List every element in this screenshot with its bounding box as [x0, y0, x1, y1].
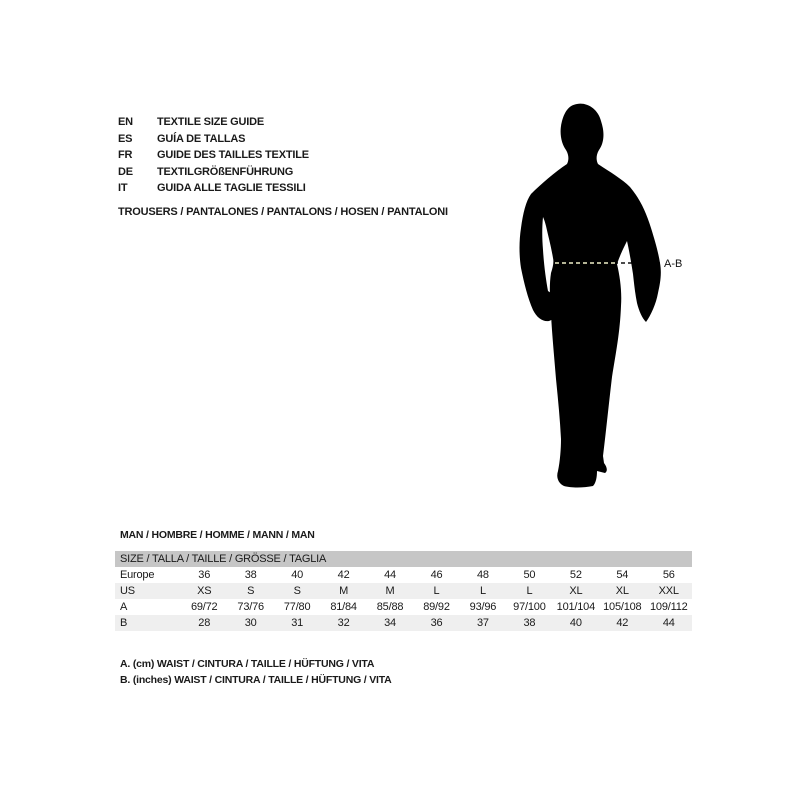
measure-note: A. (cm) WAIST / CINTURA / TAILLE / HÜFTUNG / VITA: [120, 658, 375, 670]
table-cell: 56: [662, 569, 675, 581]
row-label: B: [115, 615, 181, 631]
table-cell: 46: [430, 569, 443, 581]
measure-note: B. (inches) WAIST / CINTURA / TAILLE / HÜFTUNG / VITA: [120, 674, 392, 686]
table-cell: 38: [506, 615, 552, 631]
table-cell: 89/92: [423, 601, 450, 613]
table-cell: 109/112: [649, 601, 688, 613]
table-cell: L: [413, 583, 459, 599]
table-row: [115, 583, 692, 599]
table-cell: 37: [460, 615, 506, 631]
table-header-row: [115, 551, 692, 567]
table-cell: XL: [553, 583, 599, 599]
language-label: GUIDA ALLE TAGLIE TESSILI: [157, 182, 306, 194]
table-cell: M: [320, 583, 366, 599]
table-row: [115, 615, 692, 631]
measure-notes: [120, 656, 392, 688]
table-cell: 97/100: [513, 601, 546, 613]
language-row: [118, 164, 309, 181]
table-cell: 69/72: [190, 601, 218, 613]
size-table: [115, 551, 692, 631]
table-cell: 40: [553, 615, 599, 631]
table-cell: 32: [320, 615, 366, 631]
table-cell: 85/88: [376, 601, 404, 613]
man-silhouette: [520, 104, 661, 488]
table-cell: 38: [244, 569, 257, 581]
language-row: [118, 114, 309, 131]
table-cell: L: [506, 583, 552, 599]
table-cell: 31: [274, 615, 320, 631]
language-code: IT: [118, 182, 128, 194]
language-label: GUIDE DES TAILLES TEXTILE: [157, 149, 309, 161]
table-cell: L: [460, 583, 506, 599]
table-cell: 81/84: [330, 601, 357, 613]
table-cell: 34: [367, 615, 413, 631]
table-cell: XS: [181, 583, 227, 599]
language-label: TEXTILGRÖßENFÜHRUNG: [157, 165, 294, 178]
language-code: DE: [118, 165, 133, 178]
table-cell: 42: [599, 615, 645, 631]
table-cell: M: [367, 583, 413, 599]
table-cell: 50: [523, 569, 536, 581]
table-cell: 105/108: [603, 601, 642, 613]
table-cell: 48: [477, 569, 489, 581]
table-cell: 36: [413, 615, 459, 631]
table-cell: S: [227, 583, 273, 599]
gender-title: MAN / HOMBRE / HOMME / MANN / MAN: [120, 529, 315, 541]
table-cell: 40: [291, 569, 304, 581]
row-label: Europe: [120, 569, 155, 581]
table-cell: 28: [181, 615, 227, 631]
language-code: ES: [118, 132, 133, 145]
table-cell: 52: [569, 569, 582, 581]
language-label: GUÍA DE TALLAS: [157, 132, 246, 145]
table-header-cell: SIZE / TALLA / TAILLE / GRÖSSE / TAGLIA: [115, 551, 692, 567]
language-row: [118, 131, 309, 148]
language-list: [118, 114, 309, 197]
table-cell: XXL: [646, 583, 692, 599]
row-label: US: [115, 583, 181, 599]
table-cell: S: [274, 583, 320, 599]
table-cell: 54: [616, 569, 629, 581]
table-row: [115, 599, 692, 615]
table-row: [115, 567, 692, 583]
table-cell: 42: [337, 569, 350, 581]
table-cell: 77/80: [283, 601, 311, 613]
language-row: [118, 147, 309, 164]
table-cell: 101/104: [556, 601, 596, 613]
language-code: FR: [118, 149, 133, 161]
table-cell: 93/96: [469, 601, 497, 613]
table-cell: 44: [646, 615, 692, 631]
language-row: [118, 180, 309, 197]
table-cell: 73/76: [237, 601, 264, 613]
row-label: A: [120, 601, 128, 613]
language-label: TEXTILE SIZE GUIDE: [157, 116, 265, 128]
category-title: TROUSERS / PANTALONES / PANTALONS / HOSEN / PANTALONI: [118, 206, 448, 218]
figure-area: [480, 95, 710, 515]
table-cell: 30: [227, 615, 273, 631]
size-table-body: [115, 551, 692, 631]
measure-label: A-B: [664, 258, 683, 270]
table-cell: XL: [599, 583, 645, 599]
table-cell: 44: [384, 569, 396, 581]
table-cell: 36: [198, 569, 211, 581]
man-silhouette-svg: [480, 95, 710, 515]
language-code: EN: [118, 116, 133, 128]
